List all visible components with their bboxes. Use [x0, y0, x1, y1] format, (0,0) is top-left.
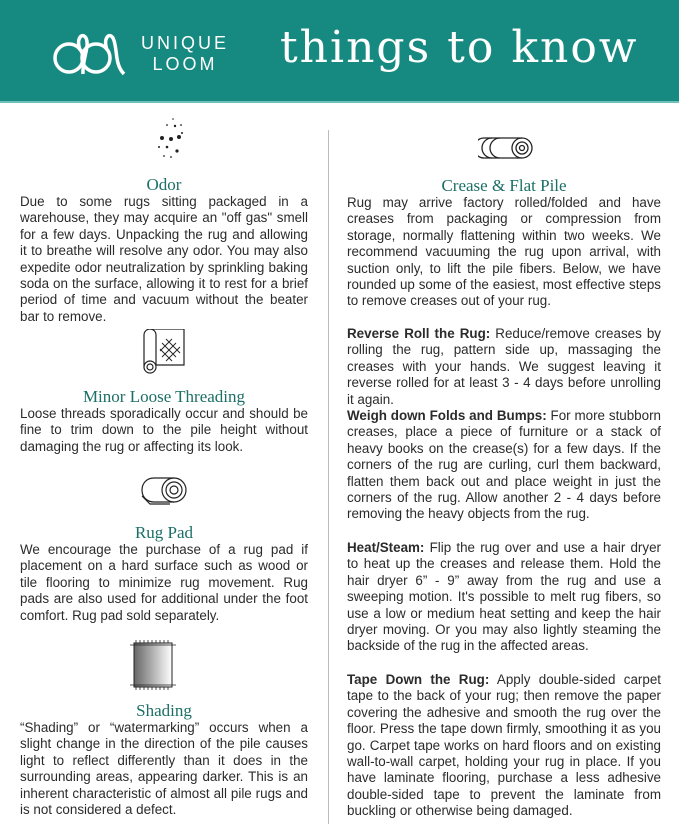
section-title: Shading — [136, 701, 192, 720]
tip-lead: Reverse Roll the Rug: — [347, 326, 491, 341]
header-banner — [0, 0, 679, 103]
page-title: things to know — [280, 22, 639, 73]
brand-line-1: UNIQUE — [141, 33, 230, 53]
tip-tape-down — [347, 672, 661, 820]
brand-line-2: LOOM — [152, 54, 218, 74]
section-intro: Rug may arrive factory rolled/folded and have creases from packaging or compression from storage, normally flattening within two weeks. We recommend vacuuming the rug upon arrival, with suction only, to lift the pile fibers. Below, we have rounded up some of the easiest, most effective steps to remove creases out of your rug. — [347, 195, 661, 309]
section-title: Odor — [146, 175, 182, 194]
tip-text: Reduce/remove creases by rolling the rug, pattern side up, massaging the creases with your hands. We suggest leaving it reverse rolled for at least 3 - 4 days before unrolling it again. — [347, 326, 661, 407]
rug-pad-roll-icon — [140, 476, 188, 506]
tip-lead: Tape Down the Rug: — [347, 672, 490, 687]
tip-reverse-roll — [347, 326, 661, 408]
section-text: Loose threads sporadically occur and should be fine to trim down to the pile height without damaging the rug or affecting its look. — [20, 406, 308, 454]
tip-text: Flip the rug over and use a hair dryer to heat up the creases and release them. Hold the hair dryer 6” - 9” away from the rug and use a sweeping motion. It's possible to melt rug fibers, so use a low or medium heat setting and keep the hair dryer moving. Or you may also lightly steaming the backside of the rug in the affected areas. — [347, 540, 661, 654]
tip-lead: Weigh down Folds and Bumps: — [347, 408, 547, 423]
column-divider — [328, 130, 329, 824]
tip-text: Apply double-sided carpet tape to the back of your rug; then remove the paper covering the adhesive and smooth the rug over the floor. Press the tape down firmly, smoothing it as you go. Carpet tape works on hard floors and on existing wall-to-wall carpet, holding your rug in place. If you have laminate flooring, purchase a less adhesive double-sided tape to prevent the laminate from buckling or otherwise being damaged. — [347, 672, 661, 819]
section-rug-pad — [20, 524, 308, 624]
shaded-rug-icon — [128, 640, 178, 690]
section-text: “Shading” or “watermarking” occurs when a slight change in the direction of the pile causes light to reflect differently than it does in the surrounding areas, appearing darker. This is an inherent characteristic of almost all pile rugs and is not considered a defect. — [20, 720, 308, 818]
unique-loom-logo — [52, 30, 132, 76]
section-title: Minor Loose Threading — [82, 387, 246, 406]
rolled-rug-threads-icon — [142, 329, 186, 375]
tip-text: For more stubborn creases, place a piece of furniture or a stack of heavy books on the crease(s) for a few days. If the corners of the rug are curling, curl them backward, flatten them back out and place weight in just the corners of the rug. Allow another 2 - 4 days before removing the heavy objects from the rug. — [347, 408, 661, 522]
section-crease-flat-pile — [347, 177, 661, 310]
section-title: Crease & Flat Pile — [441, 176, 567, 195]
odor-dots-icon — [155, 117, 191, 161]
tip-weigh-down — [347, 408, 661, 523]
rolled-rugs-icon — [478, 136, 534, 160]
tip-lead: Heat/Steam: — [347, 540, 425, 555]
section-title: Rug Pad — [134, 523, 194, 542]
section-text: Due to some rugs sitting packaged in a warehouse, they may acquire an "off gas" smell for a few days. Unpacking the rug and allowing it to breathe will resolve any odor. You may also expedite odor neutralization by sprinkling baking soda on the surface, allowing it to rest for a brief period of time and vacuum without the beater bar to remove. — [20, 194, 308, 324]
section-loose-threading — [20, 388, 308, 455]
section-text: We encourage the purchase of a rug pad if placement on a hard surface such as wood or tile flooring to minimize rug movement. Rug pads are also used for additional under the foot comfort. Rug pad sold separately. — [20, 542, 308, 623]
brand-name — [141, 33, 229, 75]
section-odor — [20, 176, 308, 325]
tip-heat-steam — [347, 540, 661, 655]
section-shading — [20, 702, 308, 818]
